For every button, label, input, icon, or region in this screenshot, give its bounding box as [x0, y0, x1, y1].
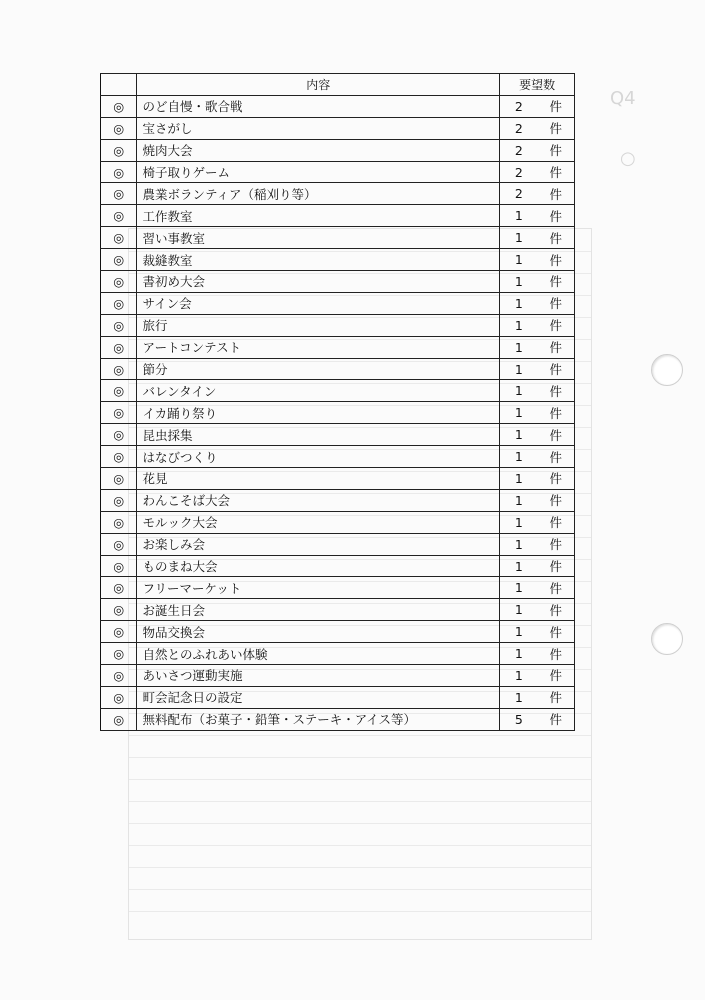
- table-row: [101, 161, 575, 183]
- double-circle-mark: ◎: [101, 511, 137, 533]
- item-label: 農業ボランティア（稲刈り等）: [137, 183, 500, 205]
- request-count: 1: [500, 665, 538, 687]
- double-circle-mark: ◎: [101, 489, 137, 511]
- table-row: [101, 183, 575, 205]
- request-count: 1: [500, 249, 538, 271]
- table-row: [101, 555, 575, 577]
- header-request-count: 要望数: [500, 74, 575, 96]
- table-row: [101, 314, 575, 336]
- item-label: 焼肉大会: [137, 139, 500, 161]
- item-label: イカ踊り祭り: [137, 402, 500, 424]
- count-unit: 件: [538, 555, 575, 577]
- table-row: [101, 117, 575, 139]
- item-label: 工作教室: [137, 205, 500, 227]
- request-count: 1: [500, 402, 538, 424]
- table-row: [101, 227, 575, 249]
- request-count: 1: [500, 533, 538, 555]
- table-row: [101, 599, 575, 621]
- count-unit: 件: [538, 183, 575, 205]
- count-unit: 件: [538, 205, 575, 227]
- item-label: 旅行: [137, 314, 500, 336]
- table-row: [101, 446, 575, 468]
- double-circle-mark: ◎: [101, 643, 137, 665]
- count-unit: 件: [538, 227, 575, 249]
- punch-hole-upper: [651, 354, 683, 386]
- table-row: [101, 489, 575, 511]
- double-circle-mark: ◎: [101, 336, 137, 358]
- request-count: 1: [500, 336, 538, 358]
- double-circle-mark: ◎: [101, 292, 137, 314]
- count-unit: 件: [538, 577, 575, 599]
- header-mark-cell: [101, 74, 137, 96]
- item-label: あいさつ運動実施: [137, 665, 500, 687]
- count-unit: 件: [538, 402, 575, 424]
- double-circle-mark: ◎: [101, 599, 137, 621]
- reverse-side-bleed: Q4: [610, 88, 636, 109]
- request-count: 1: [500, 555, 538, 577]
- double-circle-mark: ◎: [101, 555, 137, 577]
- request-count: 2: [500, 161, 538, 183]
- count-unit: 件: [538, 708, 575, 730]
- table-row: [101, 468, 575, 490]
- double-circle-mark: ◎: [101, 621, 137, 643]
- table-row: [101, 424, 575, 446]
- request-count: 2: [500, 95, 538, 117]
- request-count: 1: [500, 621, 538, 643]
- item-label: 自然とのふれあい体験: [137, 643, 500, 665]
- table-row: [101, 139, 575, 161]
- double-circle-mark: ◎: [101, 139, 137, 161]
- item-label: わんこそば大会: [137, 489, 500, 511]
- request-count: 1: [500, 489, 538, 511]
- double-circle-mark: ◎: [101, 446, 137, 468]
- request-count: 5: [500, 708, 538, 730]
- table-row: [101, 249, 575, 271]
- table-row: [101, 643, 575, 665]
- double-circle-mark: ◎: [101, 161, 137, 183]
- item-label: 町会記念日の設定: [137, 686, 500, 708]
- count-unit: 件: [538, 292, 575, 314]
- reverse-side-bleed-circle: ○: [620, 148, 636, 169]
- double-circle-mark: ◎: [101, 708, 137, 730]
- double-circle-mark: ◎: [101, 424, 137, 446]
- table-row: [101, 95, 575, 117]
- item-label: サイン会: [137, 292, 500, 314]
- item-label: 昆虫採集: [137, 424, 500, 446]
- request-count: 2: [500, 183, 538, 205]
- table-row: [101, 621, 575, 643]
- request-count: 1: [500, 358, 538, 380]
- request-count: 2: [500, 117, 538, 139]
- request-count: 1: [500, 643, 538, 665]
- request-count: 1: [500, 599, 538, 621]
- count-unit: 件: [538, 643, 575, 665]
- request-count: 1: [500, 577, 538, 599]
- double-circle-mark: ◎: [101, 665, 137, 687]
- header-item: 内容: [137, 74, 500, 96]
- count-unit: 件: [538, 511, 575, 533]
- table-row: [101, 271, 575, 293]
- request-count: 1: [500, 205, 538, 227]
- double-circle-mark: ◎: [101, 205, 137, 227]
- count-unit: 件: [538, 314, 575, 336]
- request-count: 1: [500, 380, 538, 402]
- item-label: 節分: [137, 358, 500, 380]
- request-count: 1: [500, 292, 538, 314]
- count-unit: 件: [538, 489, 575, 511]
- count-unit: 件: [538, 468, 575, 490]
- request-count: 1: [500, 511, 538, 533]
- count-unit: 件: [538, 424, 575, 446]
- count-unit: 件: [538, 621, 575, 643]
- item-label: ものまね大会: [137, 555, 500, 577]
- item-label: お楽しみ会: [137, 533, 500, 555]
- item-label: 習い事教室: [137, 227, 500, 249]
- count-unit: 件: [538, 446, 575, 468]
- item-label: 花見: [137, 468, 500, 490]
- request-count: 1: [500, 468, 538, 490]
- double-circle-mark: ◎: [101, 117, 137, 139]
- count-unit: 件: [538, 533, 575, 555]
- table-row: [101, 402, 575, 424]
- count-unit: 件: [538, 358, 575, 380]
- item-label: 椅子取りゲーム: [137, 161, 500, 183]
- count-unit: 件: [538, 686, 575, 708]
- item-label: 書初め大会: [137, 271, 500, 293]
- double-circle-mark: ◎: [101, 358, 137, 380]
- table-row: [101, 380, 575, 402]
- count-unit: 件: [538, 249, 575, 271]
- double-circle-mark: ◎: [101, 249, 137, 271]
- request-count: 1: [500, 314, 538, 336]
- item-label: のど自慢・歌合戦: [137, 95, 500, 117]
- double-circle-mark: ◎: [101, 686, 137, 708]
- item-label: アートコンテスト: [137, 336, 500, 358]
- table-header-row: [101, 74, 575, 96]
- double-circle-mark: ◎: [101, 95, 137, 117]
- item-label: 宝さがし: [137, 117, 500, 139]
- count-unit: 件: [538, 665, 575, 687]
- item-label: 無料配布（お菓子・鉛筆・ステーキ・アイス等）: [137, 708, 500, 730]
- double-circle-mark: ◎: [101, 468, 137, 490]
- count-unit: 件: [538, 117, 575, 139]
- count-unit: 件: [538, 95, 575, 117]
- table-row: [101, 533, 575, 555]
- request-table: [100, 73, 575, 731]
- table-row: [101, 358, 575, 380]
- double-circle-mark: ◎: [101, 314, 137, 336]
- double-circle-mark: ◎: [101, 533, 137, 555]
- count-unit: 件: [538, 271, 575, 293]
- table-row: [101, 665, 575, 687]
- item-label: はなびつくり: [137, 446, 500, 468]
- count-unit: 件: [538, 599, 575, 621]
- request-count: 1: [500, 446, 538, 468]
- count-unit: 件: [538, 380, 575, 402]
- punch-hole-lower: [651, 623, 683, 655]
- table-row: [101, 686, 575, 708]
- table-row: [101, 336, 575, 358]
- double-circle-mark: ◎: [101, 380, 137, 402]
- item-label: モルック大会: [137, 511, 500, 533]
- double-circle-mark: ◎: [101, 577, 137, 599]
- table-row: [101, 205, 575, 227]
- request-count: 1: [500, 686, 538, 708]
- count-unit: 件: [538, 139, 575, 161]
- table-row: [101, 577, 575, 599]
- item-label: フリーマーケット: [137, 577, 500, 599]
- request-count: 1: [500, 271, 538, 293]
- request-count: 2: [500, 139, 538, 161]
- double-circle-mark: ◎: [101, 227, 137, 249]
- double-circle-mark: ◎: [101, 271, 137, 293]
- table-row: [101, 708, 575, 730]
- item-label: 裁縫教室: [137, 249, 500, 271]
- count-unit: 件: [538, 161, 575, 183]
- table-row: [101, 511, 575, 533]
- count-unit: 件: [538, 336, 575, 358]
- table-row: [101, 292, 575, 314]
- request-count: 1: [500, 424, 538, 446]
- request-count: 1: [500, 227, 538, 249]
- item-label: お誕生日会: [137, 599, 500, 621]
- double-circle-mark: ◎: [101, 402, 137, 424]
- item-label: バレンタイン: [137, 380, 500, 402]
- item-label: 物品交換会: [137, 621, 500, 643]
- double-circle-mark: ◎: [101, 183, 137, 205]
